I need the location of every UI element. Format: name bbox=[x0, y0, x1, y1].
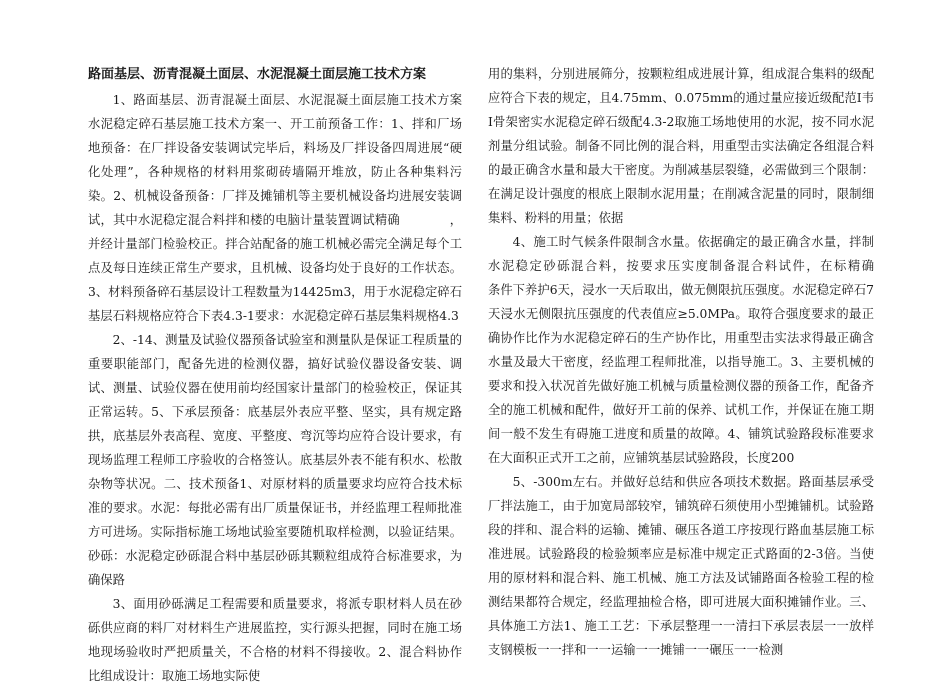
document-title: 路面基层、沥青混凝土面层、水泥混凝土面层施工技术方案 bbox=[88, 67, 427, 82]
paragraph: 1、路面基层、沥青混凝土面层、水泥混凝土面层施工技术方案水泥稳定碎石基层施工技术方案一、开工前预备工作：1、拌和厂场地预备：在厂拌设备安装调试完毕后，料场及厂拌设备四周进展“硬化处理”，各种规格的材料用浆砌砖墙隔开堆放，防止各种集料污染。2、机械设备预备：厂拌及摊铺机等主要机械设备均进展安装调试，其中水泥稳定混合料拌和楼的电脑计量装置调试精确 ，并经计量部门检验校正。拌合站配备的施工机械必需完全满足每个工点及每日连续正常生产要求，且机械、设备均处于良好的工作状态。3、材料预备碎石基层设计工程数量为14425m3，用于水泥稳定碎石基层石料规格应符合下表4.3-1要求：水泥稳定碎石基层集料规格4.3 bbox=[88, 93, 462, 323]
paragraph: 用的集料，分别进展筛分，按颗粒组成进展计算，组成混合集料的级配应符合下表的规定，且4.75mm、0.075mm的通过量应接近级配范Ⅰ韦Ⅰ骨架密实水泥稳定碎石级配4.3-2取施工场地使用的水泥，按不同水泥剂量分组试验。制备不同比例的混合料，用重型击实法确定各组混合料的最正确含水量和最大干密度。为削减基层裂缝，必需做到三个限制：在满足设计强度的根底上限制水泥用量；在削减含泥量的同时，限制细集料、粉料的用量；依据 bbox=[488, 67, 874, 225]
paragraph: 2、-14、测量及试验仪器预备试验室和测量队是保证工程质量的重要职能部门，配备先进的检测仪器，搞好试验仪器设备安装、调试、测量、试验仪器在使用前均经国家计量部门的检验校正，保证其正常运转。5、下承层预备：底基层外表应平整、坚实，具有规定路拱，底基层外表高程、宽度、平整度、弯沉等均应符合设计要求，有现场监理工程师工序验收的合格签认。底基层外表不能有积水、松散杂物等状况。二、技术预备1、对原材料的质量要求均应符合技术标准的要求。水泥：每批必需有出厂质量保证书，并经监理工程师批准方可进场。实际指标施工场地试验室要随机取样检测，以验证结果。砂砾：水泥稳定砂砾混合料中基层砂砾其颗粒组成符合标准要求，为确保路 bbox=[88, 333, 462, 587]
left-column bbox=[88, 62, 462, 688]
right-column bbox=[488, 62, 948, 662]
paragraph: 4、施工时气候条件限制含水量。依据确定的最正确含水量，拌制水泥稳定砂砾混合料，按要求压实度制备混合料试件，在标精确 条件下养护6天，浸水一天后取出，做无侧限抗压强度。水泥稳定碎石7天浸水无侧限抗压强度的代表值应≥5.0MPa。取符合强度要求的最正确协作比作为水泥稳定碎石的生产协作比，用重型击实法求得最正确含水量及最大干密度，经监理工程师批准，以指导施工。3、主要机械的要求和投入状况首先做好施工机械与质量检测仪器的预备工作，配备齐全的施工机械和配件，做好开工前的保养、试机工作，并保证在施工期间一般不发生有碍施工进度和质量的故障。4、铺筑试验路段标准要求在大面积正式开工之前，应铺筑基层试验路段，长度200 bbox=[488, 235, 948, 465]
paragraph: 5、-300m左右。并做好总结和供应各项技术数据。路面基层承受厂拌法施工，由于加宽局部较窄，铺筑碎石须使用小型摊铺机。试验路段的拌和、混合料的运输、摊铺、碾压各道工序按现行路血基层施工标准进展。试验路段的检验频率应是标准中规定正式路面的2-3倍。当使用的原材料和混合料、施工机械、施工方法及试铺路面各检验工程的检测结果都符合规定，经监理抽检合格，即可进展大面积摊铺作业。三、具体施工方法1、施工工艺：下承层整理一一清扫下承层表层一一放样支钢模板一一拌和一一运输一一摊铺一一碾压一一检测 bbox=[488, 475, 874, 657]
paragraph: 3、面用砂砾满足工程需要和质量要求，将派专职材料人员在砂砾供应商的料厂对材料生产进展监控，实行源头把握，同时在施工场地现场验收时严把质量关，不合格的材料不得接收。2、混合料协作比组成设计：取施工场地实际使 bbox=[88, 597, 462, 683]
